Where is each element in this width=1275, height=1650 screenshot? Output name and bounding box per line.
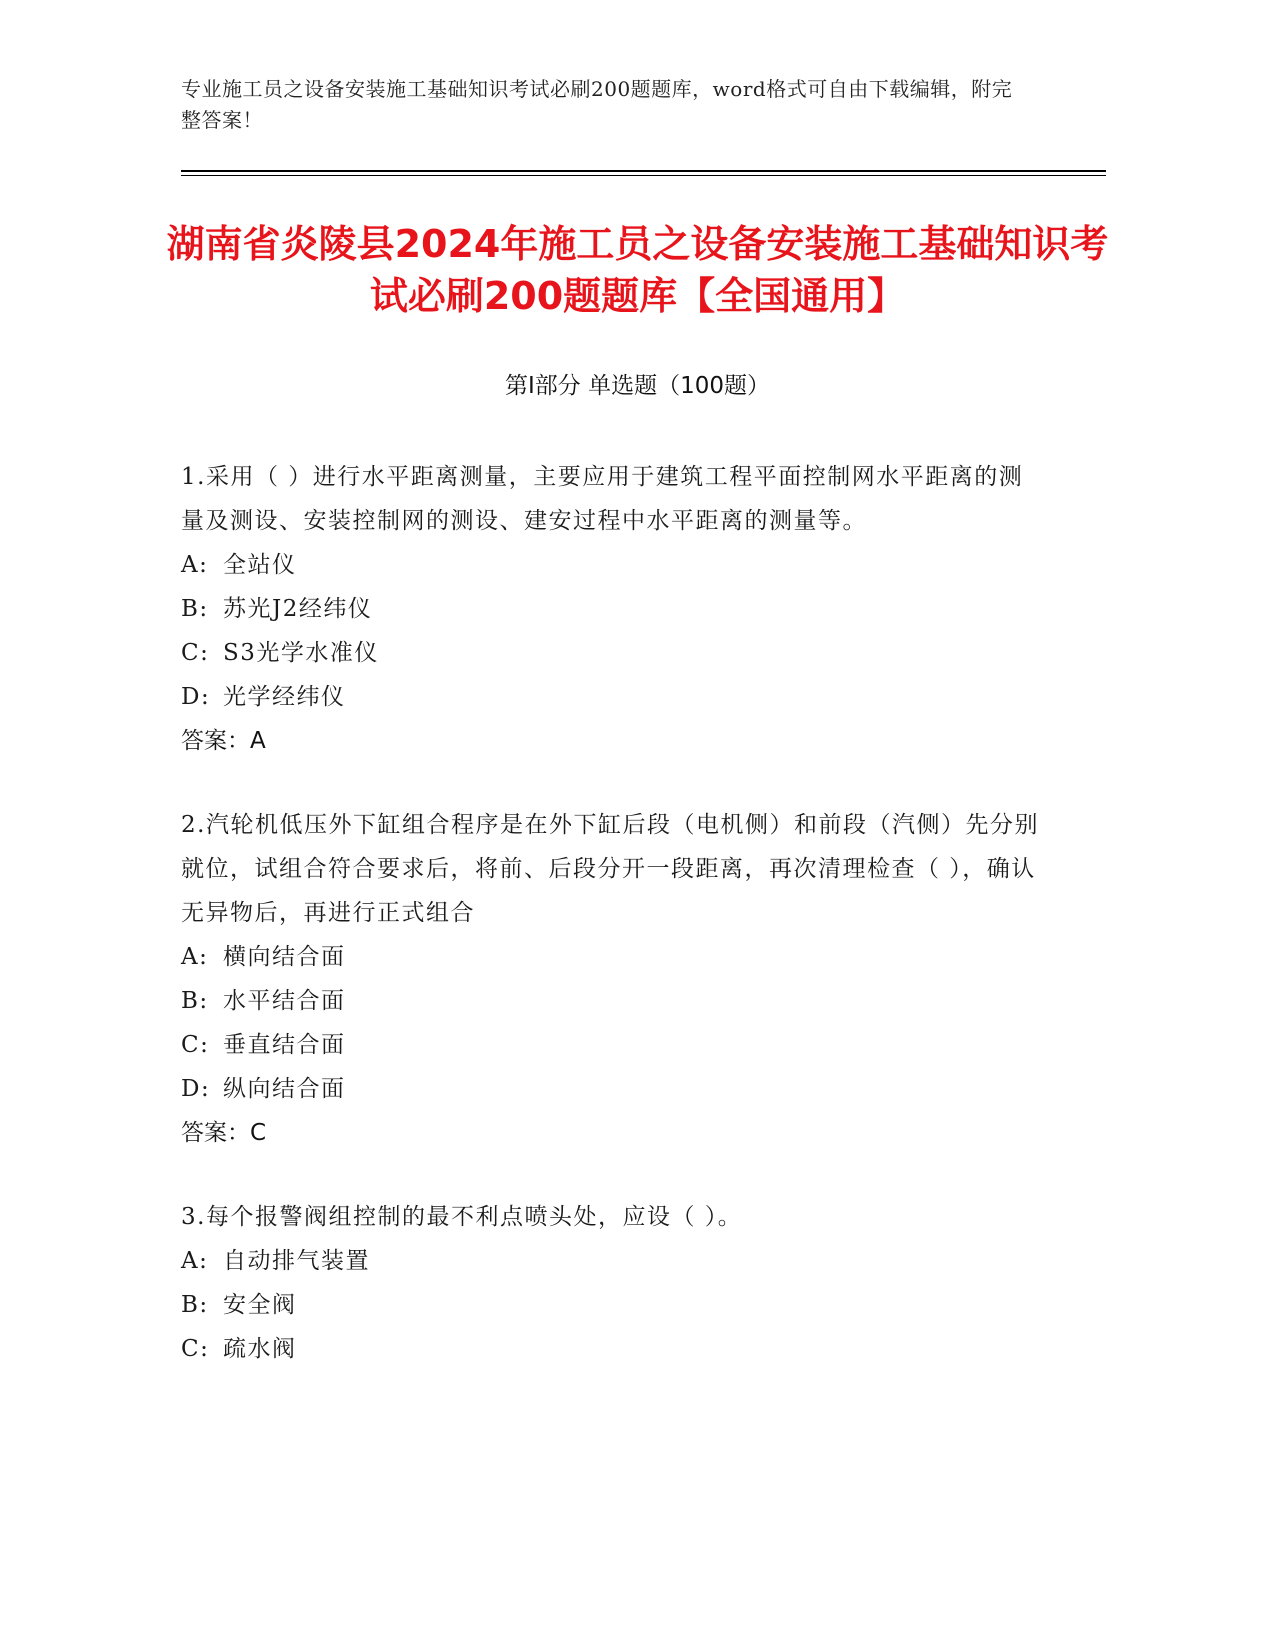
option-text: 垂直结合面: [223, 1032, 346, 1058]
option-a: [181, 543, 1041, 587]
option-a: [181, 1239, 1041, 1283]
question-stem: 1.采用（ ）进行水平距离测量，主要应用于建筑工程平面控制网水平距离的测量及测设、安装控制网的测设、建安过程中水平距离的测量等。: [181, 464, 1024, 534]
option-key: C:: [181, 640, 210, 666]
option-text: 光学经纬仪: [223, 684, 346, 710]
option-key: A:: [181, 1248, 209, 1274]
option-b: [181, 1283, 1041, 1327]
question-1: [181, 455, 1041, 763]
section-title: 第I部分 单选题（100题）: [505, 373, 770, 399]
option-b: [181, 587, 1041, 631]
option-c: [181, 1327, 1041, 1371]
option-d: [181, 675, 1041, 719]
header-rule-thick: [181, 170, 1106, 172]
option-key: B:: [181, 988, 209, 1014]
option-text: 纵向结合面: [223, 1076, 346, 1102]
answer-line: 答案：A: [181, 728, 266, 754]
header-rule-thin: [181, 175, 1106, 176]
question-stem: 2.汽轮机低压外下缸组合程序是在外下缸后段（电机侧）和前段（汽侧）先分别就位，试组合符合要求后，将前、后段分开一段距离，再次清理检查（ ），确认无异物后，再进行正式组合: [181, 812, 1039, 926]
option-text: 横向结合面: [223, 944, 346, 970]
option-key: C:: [181, 1032, 210, 1058]
option-key: B:: [181, 596, 209, 622]
option-text: 疏水阀: [223, 1336, 297, 1362]
option-c: [181, 1023, 1041, 1067]
question-2: [181, 803, 1041, 1155]
option-c: [181, 631, 1041, 675]
option-b: [181, 979, 1041, 1023]
option-key: D:: [181, 684, 211, 710]
option-key: C:: [181, 1336, 210, 1362]
question-list: [181, 455, 1041, 1411]
option-key: A:: [181, 552, 209, 578]
option-text: 安全阀: [223, 1292, 297, 1318]
option-d: [181, 1067, 1041, 1111]
document-title: 湖南省炎陵县2024年施工员之设备安装施工基础知识考试必刷200题题库【全国通用】: [166, 222, 1109, 318]
option-text: 全站仪: [223, 552, 297, 578]
question-stem: 3.每个报警阀组控制的最不利点喷头处，应设（ ）。: [181, 1204, 743, 1230]
option-text: S3光学水准仪: [223, 640, 379, 666]
option-a: [181, 935, 1041, 979]
option-text: 水平结合面: [223, 988, 346, 1014]
option-text: 自动排气装置: [223, 1248, 370, 1274]
question-3: [181, 1195, 1041, 1371]
option-key: D:: [181, 1076, 211, 1102]
option-text: 苏光J2经纬仪: [223, 596, 373, 622]
header-note: 专业施工员之设备安装施工基础知识考试必刷200题题库，word格式可自由下载编辑，附完整答案！: [181, 77, 1013, 132]
answer-line: 答案：C: [181, 1120, 267, 1146]
option-key: A:: [181, 944, 209, 970]
option-key: B:: [181, 1292, 209, 1318]
